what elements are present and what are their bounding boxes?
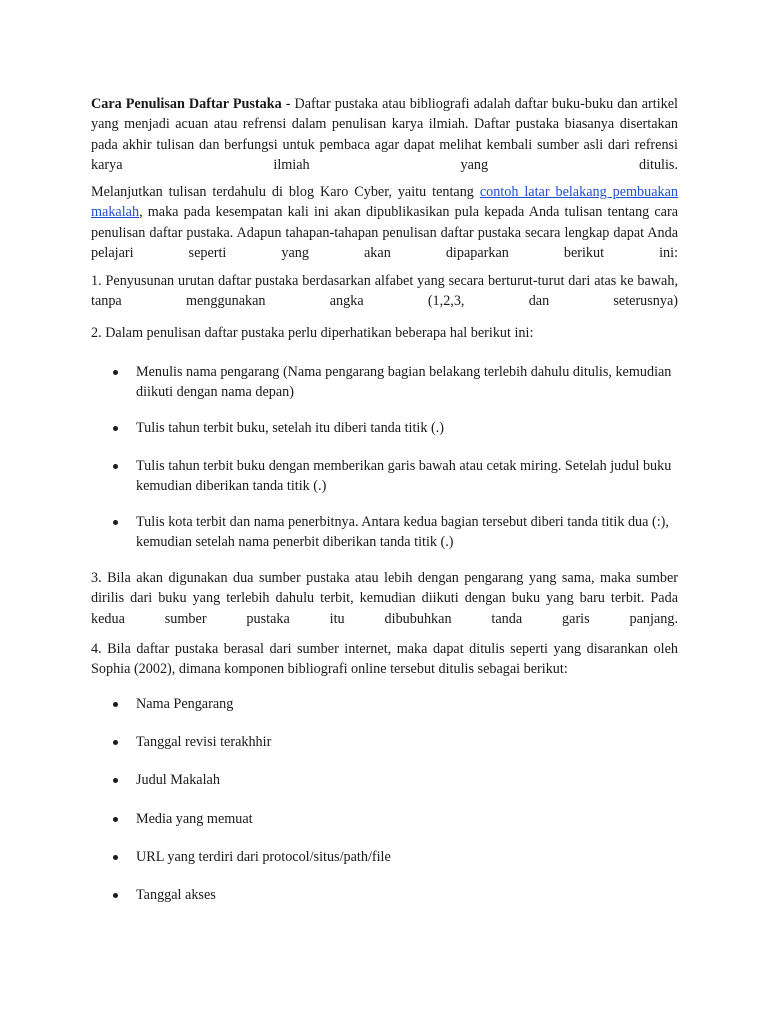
article-link[interactable]: contoh latar belakang pembuakan makalah [91, 184, 678, 221]
continuation-text-after: , maka pada kesempatan kali ini akan dipublikasikan pula kepada Anda tulisan tentang cara penulisan daftar pustaka. Adapun tahapan-tahapan penulisan daftar pustaka secara lengkap dapat Anda pelajari seperti yang akan dipaparkan berikut ini: [91, 204, 678, 261]
list-item [136, 456, 676, 497]
list-item-text: Tulis tahun terbit buku, setelah itu diberi tanda titik (.) [136, 420, 445, 436]
bullet-icon [113, 778, 118, 783]
list-item-text: Nama Pengarang [136, 696, 234, 712]
list-item [136, 732, 676, 752]
point-2-paragraph: 2. Dalam penulisan daftar pustaka perlu diperhatikan beberapa hal berikut ini: [91, 325, 534, 341]
bullet-icon [113, 702, 118, 707]
list-item-text: Media yang memuat [136, 811, 253, 827]
point-1-paragraph: 1. Penyusunan urutan daftar pustaka berdasarkan alfabet yang secara berturut-turut dari atas ke bawah, tanpa menggunakan angka (1,2,3, dan seterusnya) [91, 273, 678, 310]
list-item-text: Tanggal revisi terakhhir [136, 734, 272, 750]
continuation-paragraph [91, 182, 678, 263]
bullet-icon [113, 464, 118, 469]
bullet-icon [113, 893, 118, 898]
bullet-icon [113, 740, 118, 745]
list-item [136, 512, 676, 553]
article-title: Cara Penulisan Daftar Pustaka [91, 96, 282, 112]
list-item [136, 418, 676, 438]
list-item-text: Tanggal akses [136, 887, 216, 903]
list-item-text: Menulis nama pengarang (Nama pengarang bagian belakang terlebih dahulu ditulis, kemudian diikuti dengan nama depan) [136, 364, 672, 401]
bullet-icon [113, 370, 118, 375]
list-item [136, 362, 676, 403]
list-item [136, 694, 676, 714]
list-item [136, 809, 676, 829]
intro-text: - Daftar pustaka atau bibliografi adalah daftar buku-buku dan artikel yang menjadi acuan atau refrensi dalam penulisan karya ilmiah. Daftar pustaka biasanya disertakan pada akhir tulisan dan berfungsi untuk pembaca agar dapat melihat kembali sumber asli dari refrensi karya ilmiah yang ditulis. [91, 96, 678, 173]
intro-paragraph [91, 94, 678, 175]
point-4-paragraph: 4. Bila daftar pustaka berasal dari sumber internet, maka dapat ditulis seperti yang disarankan oleh Sophia (2002), dimana komponen bibliografi online tersebut ditulis sebagai berikut: [91, 641, 678, 678]
bullet-icon [113, 855, 118, 860]
list-item [136, 847, 676, 867]
list-item-text: URL yang terdiri dari protocol/situs/path/file [136, 849, 391, 865]
bullet-icon [113, 817, 118, 822]
list-item [136, 770, 676, 790]
list-item-text: Tulis tahun terbit buku dengan memberikan garis bawah atau cetak miring. Setelah judul buku kemudian diberikan tanda titik (.) [136, 458, 672, 495]
bullet-icon [113, 520, 118, 525]
list-item-text: Tulis kota terbit dan nama penerbitnya. Antara kedua bagian tersebut diberi tanda titik dua (:), kemudian setelah nama penerbit diberikan tanda titik (.) [136, 514, 669, 551]
continuation-text-before: Melanjutkan tulisan terdahulu di blog Karo Cyber, yaitu tentang [91, 184, 480, 200]
point-3-paragraph: 3. Bila akan digunakan dua sumber pustaka atau lebih dengan pengarang yang sama, maka sumber dirilis dari buku yang terlebih dahulu terbit, kemudian diikuti dengan buku yang baru terbit. Pada kedua sumber pustaka itu dibubuhkan tanda garis panjang. [91, 570, 678, 627]
list-item-text: Judul Makalah [136, 772, 220, 788]
bullet-icon [113, 426, 118, 431]
list-item [136, 885, 676, 905]
